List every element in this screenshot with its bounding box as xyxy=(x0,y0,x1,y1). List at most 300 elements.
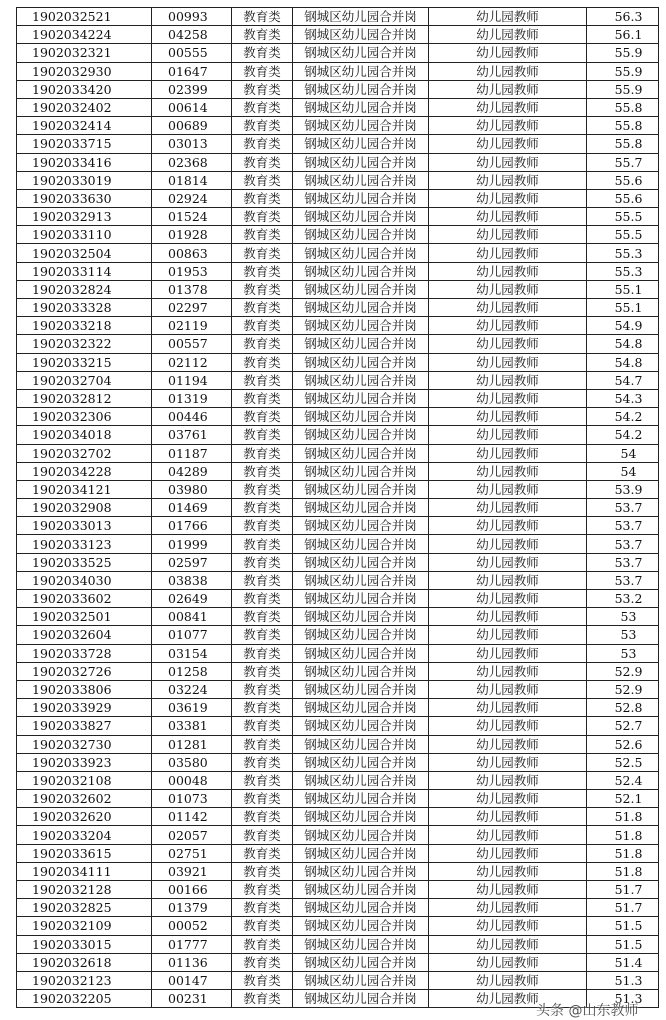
score-cell: 53 xyxy=(587,644,659,662)
seat-number-cell: 01814 xyxy=(152,171,232,189)
score-cell: 55.1 xyxy=(587,299,659,317)
ticket-number-cell: 1902034224 xyxy=(17,26,152,44)
score-cell: 55.1 xyxy=(587,280,659,298)
ticket-number-cell: 1902032618 xyxy=(17,953,152,971)
category-cell: 教育类 xyxy=(232,917,293,935)
score-cell: 55.5 xyxy=(587,226,659,244)
job-title-cell: 幼儿园教师 xyxy=(429,208,587,226)
job-title-cell: 幼儿园教师 xyxy=(429,935,587,953)
job-title-cell: 幼儿园教师 xyxy=(429,80,587,98)
score-cell: 54.8 xyxy=(587,335,659,353)
score-cell: 52.4 xyxy=(587,771,659,789)
post-name-cell: 钢城区幼儿园合并岗 xyxy=(293,753,429,771)
ticket-number-cell: 1902032602 xyxy=(17,790,152,808)
table-row xyxy=(17,299,659,317)
score-cell: 55.9 xyxy=(587,44,659,62)
post-name-cell: 钢城区幼儿园合并岗 xyxy=(293,44,429,62)
post-name-cell: 钢城区幼儿园合并岗 xyxy=(293,662,429,680)
ticket-number-cell: 1902033615 xyxy=(17,844,152,862)
post-name-cell: 钢城区幼儿园合并岗 xyxy=(293,953,429,971)
score-cell: 55.9 xyxy=(587,80,659,98)
category-cell: 教育类 xyxy=(232,808,293,826)
category-cell: 教育类 xyxy=(232,280,293,298)
ticket-number-cell: 1902034121 xyxy=(17,480,152,498)
job-title-cell: 幼儿园教师 xyxy=(429,862,587,880)
post-name-cell: 钢城区幼儿园合并岗 xyxy=(293,244,429,262)
ticket-number-cell: 1902033215 xyxy=(17,353,152,371)
table-row xyxy=(17,790,659,808)
category-cell: 教育类 xyxy=(232,990,293,1008)
ticket-number-cell: 1902033123 xyxy=(17,535,152,553)
post-name-cell: 钢城区幼儿园合并岗 xyxy=(293,335,429,353)
seat-number-cell: 01194 xyxy=(152,371,232,389)
ticket-number-cell: 1902033013 xyxy=(17,517,152,535)
table-row xyxy=(17,626,659,644)
job-title-cell: 幼儿园教师 xyxy=(429,389,587,407)
seat-number-cell: 01928 xyxy=(152,226,232,244)
seat-number-cell: 01281 xyxy=(152,735,232,753)
ticket-number-cell: 1902033715 xyxy=(17,135,152,153)
job-title-cell: 幼儿园教师 xyxy=(429,553,587,571)
job-title-cell: 幼儿园教师 xyxy=(429,171,587,189)
category-cell: 教育类 xyxy=(232,644,293,662)
score-cell: 55.3 xyxy=(587,244,659,262)
ticket-number-cell: 1902032825 xyxy=(17,899,152,917)
job-title-cell: 幼儿园教师 xyxy=(429,699,587,717)
category-cell: 教育类 xyxy=(232,553,293,571)
post-name-cell: 钢城区幼儿园合并岗 xyxy=(293,171,429,189)
category-cell: 教育类 xyxy=(232,626,293,644)
table-row xyxy=(17,899,659,917)
seat-number-cell: 01999 xyxy=(152,535,232,553)
post-name-cell: 钢城区幼儿园合并岗 xyxy=(293,317,429,335)
job-title-cell: 幼儿园教师 xyxy=(429,571,587,589)
score-cell: 53.7 xyxy=(587,571,659,589)
score-cell: 53 xyxy=(587,626,659,644)
job-title-cell: 幼儿园教师 xyxy=(429,826,587,844)
ticket-number-cell: 1902034030 xyxy=(17,571,152,589)
seat-number-cell: 00052 xyxy=(152,917,232,935)
score-cell: 51.8 xyxy=(587,826,659,844)
score-cell: 55.8 xyxy=(587,98,659,116)
ticket-number-cell: 1902032123 xyxy=(17,971,152,989)
seat-number-cell: 01777 xyxy=(152,935,232,953)
category-cell: 教育类 xyxy=(232,335,293,353)
post-name-cell: 钢城区幼儿园合并岗 xyxy=(293,280,429,298)
table-row xyxy=(17,826,659,844)
seat-number-cell: 00993 xyxy=(152,8,232,26)
table-row xyxy=(17,62,659,80)
seat-number-cell: 03224 xyxy=(152,680,232,698)
category-cell: 教育类 xyxy=(232,98,293,116)
category-cell: 教育类 xyxy=(232,790,293,808)
category-cell: 教育类 xyxy=(232,262,293,280)
job-title-cell: 幼儿园教师 xyxy=(429,899,587,917)
seat-number-cell: 00166 xyxy=(152,881,232,899)
table-row xyxy=(17,553,659,571)
score-cell: 51.4 xyxy=(587,953,659,971)
ticket-number-cell: 1902032702 xyxy=(17,444,152,462)
job-title-cell: 幼儿园教师 xyxy=(429,608,587,626)
table-row xyxy=(17,644,659,662)
ticket-number-cell: 1902034228 xyxy=(17,462,152,480)
category-cell: 教育类 xyxy=(232,62,293,80)
score-cell: 52.1 xyxy=(587,790,659,808)
score-cell: 54.2 xyxy=(587,408,659,426)
ticket-number-cell: 1902033630 xyxy=(17,189,152,207)
category-cell: 教育类 xyxy=(232,426,293,444)
category-cell: 教育类 xyxy=(232,517,293,535)
score-cell: 51.8 xyxy=(587,808,659,826)
seat-number-cell: 01379 xyxy=(152,899,232,917)
table-row xyxy=(17,808,659,826)
table-row xyxy=(17,590,659,608)
table-row xyxy=(17,98,659,116)
post-name-cell: 钢城区幼儿园合并岗 xyxy=(293,680,429,698)
seat-number-cell: 02597 xyxy=(152,553,232,571)
job-title-cell: 幼儿园教师 xyxy=(429,535,587,553)
ticket-number-cell: 1902033110 xyxy=(17,226,152,244)
score-cell: 53 xyxy=(587,608,659,626)
job-title-cell: 幼儿园教师 xyxy=(429,262,587,280)
table-row xyxy=(17,571,659,589)
table-row xyxy=(17,335,659,353)
post-name-cell: 钢城区幼儿园合并岗 xyxy=(293,862,429,880)
post-name-cell: 钢城区幼儿园合并岗 xyxy=(293,80,429,98)
seat-number-cell: 00841 xyxy=(152,608,232,626)
score-cell: 52.5 xyxy=(587,753,659,771)
score-cell: 51.8 xyxy=(587,844,659,862)
job-title-cell: 幼儿园教师 xyxy=(429,353,587,371)
post-name-cell: 钢城区幼儿园合并岗 xyxy=(293,462,429,480)
table-row xyxy=(17,517,659,535)
job-title-cell: 幼儿园教师 xyxy=(429,98,587,116)
ticket-number-cell: 1902034018 xyxy=(17,426,152,444)
post-name-cell: 钢城区幼儿园合并岗 xyxy=(293,735,429,753)
post-name-cell: 钢城区幼儿园合并岗 xyxy=(293,8,429,26)
job-title-cell: 幼儿园教师 xyxy=(429,480,587,498)
post-name-cell: 钢城区幼儿园合并岗 xyxy=(293,553,429,571)
score-cell: 54.2 xyxy=(587,426,659,444)
post-name-cell: 钢城区幼儿园合并岗 xyxy=(293,808,429,826)
post-name-cell: 钢城区幼儿园合并岗 xyxy=(293,389,429,407)
score-cell: 55.6 xyxy=(587,189,659,207)
category-cell: 教育类 xyxy=(232,444,293,462)
category-cell: 教育类 xyxy=(232,935,293,953)
seat-number-cell: 03154 xyxy=(152,644,232,662)
category-cell: 教育类 xyxy=(232,771,293,789)
table-row xyxy=(17,371,659,389)
category-cell: 教育类 xyxy=(232,535,293,553)
seat-number-cell: 03921 xyxy=(152,862,232,880)
table-row xyxy=(17,862,659,880)
job-title-cell: 幼儿园教师 xyxy=(429,335,587,353)
seat-number-cell: 03580 xyxy=(152,753,232,771)
seat-number-cell: 03838 xyxy=(152,571,232,589)
post-name-cell: 钢城区幼儿园合并岗 xyxy=(293,826,429,844)
table-row xyxy=(17,80,659,98)
ticket-number-cell: 1902032913 xyxy=(17,208,152,226)
post-name-cell: 钢城区幼儿园合并岗 xyxy=(293,208,429,226)
score-cell: 52.9 xyxy=(587,680,659,698)
post-name-cell: 钢城区幼儿园合并岗 xyxy=(293,571,429,589)
ticket-number-cell: 1902032402 xyxy=(17,98,152,116)
post-name-cell: 钢城区幼儿园合并岗 xyxy=(293,844,429,862)
table-row xyxy=(17,262,659,280)
category-cell: 教育类 xyxy=(232,353,293,371)
job-title-cell: 幼儿园教师 xyxy=(429,953,587,971)
category-cell: 教育类 xyxy=(232,389,293,407)
ticket-number-cell: 1902032824 xyxy=(17,280,152,298)
seat-number-cell: 01469 xyxy=(152,499,232,517)
score-cell: 55.9 xyxy=(587,62,659,80)
job-title-cell: 幼儿园教师 xyxy=(429,299,587,317)
ticket-number-cell: 1902033015 xyxy=(17,935,152,953)
seat-number-cell: 00555 xyxy=(152,44,232,62)
category-cell: 教育类 xyxy=(232,608,293,626)
ticket-number-cell: 1902033204 xyxy=(17,826,152,844)
seat-number-cell: 01258 xyxy=(152,662,232,680)
table-row xyxy=(17,189,659,207)
table-row xyxy=(17,171,659,189)
seat-number-cell: 03381 xyxy=(152,717,232,735)
seat-number-cell: 01766 xyxy=(152,517,232,535)
category-cell: 教育类 xyxy=(232,499,293,517)
job-title-cell: 幼儿园教师 xyxy=(429,499,587,517)
table-row xyxy=(17,844,659,862)
post-name-cell: 钢城区幼儿园合并岗 xyxy=(293,98,429,116)
ticket-number-cell: 1902032726 xyxy=(17,662,152,680)
category-cell: 教育类 xyxy=(232,826,293,844)
post-name-cell: 钢城区幼儿园合并岗 xyxy=(293,971,429,989)
score-cell: 53.7 xyxy=(587,535,659,553)
job-title-cell: 幼儿园教师 xyxy=(429,808,587,826)
score-cell: 55.6 xyxy=(587,171,659,189)
score-table-body xyxy=(17,8,659,1008)
table-row xyxy=(17,8,659,26)
ticket-number-cell: 1902033114 xyxy=(17,262,152,280)
seat-number-cell: 03619 xyxy=(152,699,232,717)
score-cell: 55.3 xyxy=(587,262,659,280)
ticket-number-cell: 1902033420 xyxy=(17,80,152,98)
seat-number-cell: 03980 xyxy=(152,480,232,498)
job-title-cell: 幼儿园教师 xyxy=(429,226,587,244)
table-row xyxy=(17,735,659,753)
seat-number-cell: 04289 xyxy=(152,462,232,480)
score-cell: 53.9 xyxy=(587,480,659,498)
table-row xyxy=(17,389,659,407)
job-title-cell: 幼儿园教师 xyxy=(429,517,587,535)
seat-number-cell: 02119 xyxy=(152,317,232,335)
ticket-number-cell: 1902032620 xyxy=(17,808,152,826)
job-title-cell: 幼儿园教师 xyxy=(429,753,587,771)
ticket-number-cell: 1902033728 xyxy=(17,644,152,662)
ticket-number-cell: 1902032604 xyxy=(17,626,152,644)
score-cell: 51.3 xyxy=(587,971,659,989)
job-title-cell: 幼儿园教师 xyxy=(429,8,587,26)
post-name-cell: 钢城区幼儿园合并岗 xyxy=(293,790,429,808)
table-row xyxy=(17,317,659,335)
score-cell: 52.7 xyxy=(587,717,659,735)
category-cell: 教育类 xyxy=(232,244,293,262)
score-cell: 51.8 xyxy=(587,862,659,880)
post-name-cell: 钢城区幼儿园合并岗 xyxy=(293,517,429,535)
job-title-cell: 幼儿园教师 xyxy=(429,790,587,808)
seat-number-cell: 02057 xyxy=(152,826,232,844)
category-cell: 教育类 xyxy=(232,226,293,244)
ticket-number-cell: 1902032321 xyxy=(17,44,152,62)
category-cell: 教育类 xyxy=(232,317,293,335)
job-title-cell: 幼儿园教师 xyxy=(429,317,587,335)
ticket-number-cell: 1902032908 xyxy=(17,499,152,517)
table-row xyxy=(17,462,659,480)
ticket-number-cell: 1902033806 xyxy=(17,680,152,698)
post-name-cell: 钢城区幼儿园合并岗 xyxy=(293,444,429,462)
post-name-cell: 钢城区幼儿园合并岗 xyxy=(293,62,429,80)
seat-number-cell: 00446 xyxy=(152,408,232,426)
post-name-cell: 钢城区幼儿园合并岗 xyxy=(293,608,429,626)
seat-number-cell: 01136 xyxy=(152,953,232,971)
seat-number-cell: 00557 xyxy=(152,335,232,353)
score-cell: 56.3 xyxy=(587,8,659,26)
score-cell: 56.1 xyxy=(587,26,659,44)
post-name-cell: 钢城区幼儿园合并岗 xyxy=(293,299,429,317)
score-cell: 51.7 xyxy=(587,881,659,899)
seat-number-cell: 02112 xyxy=(152,353,232,371)
category-cell: 教育类 xyxy=(232,8,293,26)
seat-number-cell: 00048 xyxy=(152,771,232,789)
category-cell: 教育类 xyxy=(232,80,293,98)
ticket-number-cell: 1902033019 xyxy=(17,171,152,189)
table-row xyxy=(17,480,659,498)
category-cell: 教育类 xyxy=(232,117,293,135)
category-cell: 教育类 xyxy=(232,881,293,899)
seat-number-cell: 01187 xyxy=(152,444,232,462)
seat-number-cell: 00231 xyxy=(152,990,232,1008)
table-row xyxy=(17,44,659,62)
table-row xyxy=(17,771,659,789)
table-row xyxy=(17,244,659,262)
job-title-cell: 幼儿园教师 xyxy=(429,680,587,698)
seat-number-cell: 01524 xyxy=(152,208,232,226)
seat-number-cell: 01953 xyxy=(152,262,232,280)
job-title-cell: 幼儿园教师 xyxy=(429,626,587,644)
ticket-number-cell: 1902032501 xyxy=(17,608,152,626)
ticket-number-cell: 1902032414 xyxy=(17,117,152,135)
table-row xyxy=(17,208,659,226)
post-name-cell: 钢城区幼儿园合并岗 xyxy=(293,426,429,444)
job-title-cell: 幼儿园教师 xyxy=(429,153,587,171)
category-cell: 教育类 xyxy=(232,699,293,717)
ticket-number-cell: 1902033929 xyxy=(17,699,152,717)
score-cell: 54.3 xyxy=(587,389,659,407)
ticket-number-cell: 1902032322 xyxy=(17,335,152,353)
job-title-cell: 幼儿园教师 xyxy=(429,444,587,462)
score-cell: 53.2 xyxy=(587,590,659,608)
post-name-cell: 钢城区幼儿园合并岗 xyxy=(293,717,429,735)
score-cell: 54.7 xyxy=(587,371,659,389)
table-row xyxy=(17,717,659,735)
category-cell: 教育类 xyxy=(232,971,293,989)
table-row xyxy=(17,662,659,680)
post-name-cell: 钢城区幼儿园合并岗 xyxy=(293,899,429,917)
score-cell: 51.5 xyxy=(587,917,659,935)
seat-number-cell: 04258 xyxy=(152,26,232,44)
table-row xyxy=(17,426,659,444)
post-name-cell: 钢城区幼儿园合并岗 xyxy=(293,353,429,371)
ticket-number-cell: 1902032205 xyxy=(17,990,152,1008)
job-title-cell: 幼儿园教师 xyxy=(429,462,587,480)
category-cell: 教育类 xyxy=(232,590,293,608)
ticket-number-cell: 1902032108 xyxy=(17,771,152,789)
seat-number-cell: 00614 xyxy=(152,98,232,116)
post-name-cell: 钢城区幼儿园合并岗 xyxy=(293,917,429,935)
table-row xyxy=(17,917,659,935)
seat-number-cell: 00689 xyxy=(152,117,232,135)
table-row xyxy=(17,408,659,426)
table-row xyxy=(17,680,659,698)
job-title-cell: 幼儿园教师 xyxy=(429,426,587,444)
job-title-cell: 幼儿园教师 xyxy=(429,244,587,262)
seat-number-cell: 01378 xyxy=(152,280,232,298)
category-cell: 教育类 xyxy=(232,153,293,171)
seat-number-cell: 03761 xyxy=(152,426,232,444)
seat-number-cell: 02751 xyxy=(152,844,232,862)
score-cell: 52.6 xyxy=(587,735,659,753)
post-name-cell: 钢城区幼儿园合并岗 xyxy=(293,771,429,789)
table-row xyxy=(17,971,659,989)
seat-number-cell: 02368 xyxy=(152,153,232,171)
job-title-cell: 幼儿园教师 xyxy=(429,717,587,735)
seat-number-cell: 00147 xyxy=(152,971,232,989)
category-cell: 教育类 xyxy=(232,480,293,498)
job-title-cell: 幼儿园教师 xyxy=(429,735,587,753)
seat-number-cell: 00863 xyxy=(152,244,232,262)
post-name-cell: 钢城区幼儿园合并岗 xyxy=(293,226,429,244)
post-name-cell: 钢城区幼儿园合并岗 xyxy=(293,499,429,517)
category-cell: 教育类 xyxy=(232,299,293,317)
ticket-number-cell: 1902033218 xyxy=(17,317,152,335)
job-title-cell: 幼儿园教师 xyxy=(429,990,587,1008)
category-cell: 教育类 xyxy=(232,899,293,917)
post-name-cell: 钢城区幼儿园合并岗 xyxy=(293,153,429,171)
post-name-cell: 钢城区幼儿园合并岗 xyxy=(293,480,429,498)
post-name-cell: 钢城区幼儿园合并岗 xyxy=(293,535,429,553)
category-cell: 教育类 xyxy=(232,135,293,153)
score-cell: 54.9 xyxy=(587,317,659,335)
job-title-cell: 幼儿园教师 xyxy=(429,135,587,153)
post-name-cell: 钢城区幼儿园合并岗 xyxy=(293,117,429,135)
score-cell: 53.7 xyxy=(587,517,659,535)
ticket-number-cell: 1902032306 xyxy=(17,408,152,426)
seat-number-cell: 01142 xyxy=(152,808,232,826)
ticket-number-cell: 1902032730 xyxy=(17,735,152,753)
seat-number-cell: 01319 xyxy=(152,389,232,407)
ticket-number-cell: 1902032521 xyxy=(17,8,152,26)
category-cell: 教育类 xyxy=(232,717,293,735)
seat-number-cell: 01647 xyxy=(152,62,232,80)
score-cell: 54 xyxy=(587,462,659,480)
post-name-cell: 钢城区幼儿园合并岗 xyxy=(293,644,429,662)
score-cell: 51.5 xyxy=(587,935,659,953)
post-name-cell: 钢城区幼儿园合并岗 xyxy=(293,990,429,1008)
table-row xyxy=(17,881,659,899)
job-title-cell: 幼儿园教师 xyxy=(429,44,587,62)
category-cell: 教育类 xyxy=(232,44,293,62)
category-cell: 教育类 xyxy=(232,462,293,480)
score-cell: 54.8 xyxy=(587,353,659,371)
ticket-number-cell: 1902032128 xyxy=(17,881,152,899)
